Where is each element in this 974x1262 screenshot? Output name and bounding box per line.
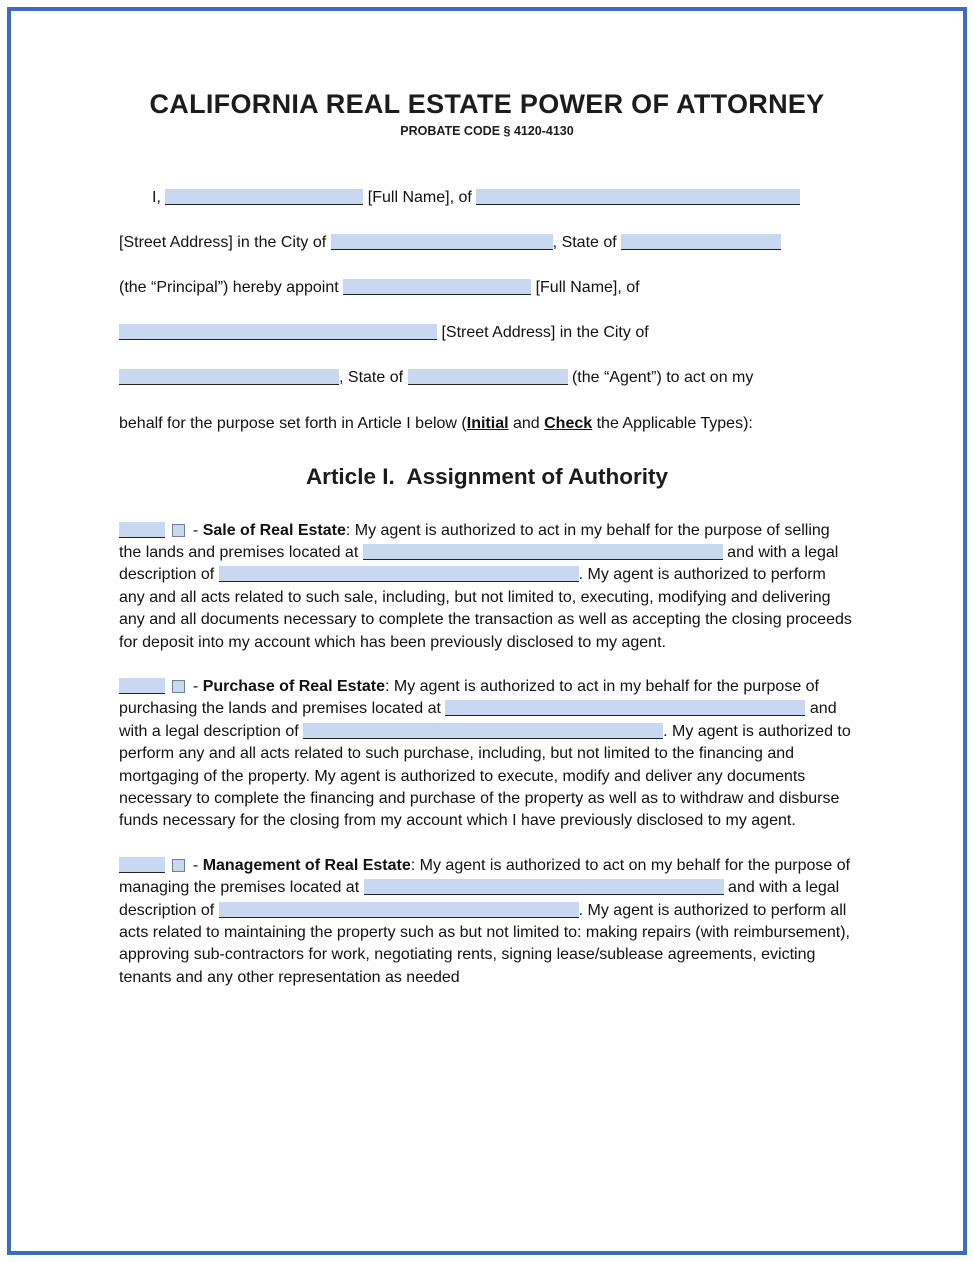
management-legal-description-field[interactable] xyxy=(219,902,579,918)
item-text: : My agent is authorized to act in my behalf for the purpose of purchasing the lands and premises located at xyxy=(119,677,819,718)
authority-item-purchase xyxy=(119,676,855,833)
item-text: . My agent is authorized to perform any and all acts related to such purchase, including, but not limited to the financing and mortgaging of the property. My agent is authorized to execute, modify and deliver any documents necessary to complete the financing and purchase of the property as well as to withdraw and disburse funds necessary for the closing from my account which I have previously disclosed to my agent. xyxy=(119,722,851,830)
agent-state-field[interactable] xyxy=(408,369,568,385)
purchase-initials-field[interactable] xyxy=(119,678,165,694)
intro-line-2 xyxy=(119,233,855,253)
separator-dash: - xyxy=(192,856,199,874)
intro-line-5 xyxy=(119,368,855,388)
intro-text: [Street Address] in the City of xyxy=(119,234,327,251)
separator-dash: - xyxy=(192,677,199,695)
item-text: and with a legal description of xyxy=(119,879,840,919)
management-checkbox[interactable] xyxy=(172,859,185,872)
item-title: Sale of Real Estate xyxy=(202,521,346,539)
sale-checkbox[interactable] xyxy=(172,524,185,537)
item-text: and with a legal description of xyxy=(119,543,839,584)
intro-text: [Full Name], of xyxy=(367,189,472,206)
management-initials-field[interactable] xyxy=(119,857,165,873)
intro-line-1 xyxy=(119,188,855,208)
item-text: . My agent is authorized to perform all acts related to maintaining the property such as but not limited to: making repairs (with reimbursement), approving sub-contractors for work, negotiating rents, signing lease/sublease agreements, evicting tenants and any other representation as needed xyxy=(119,901,850,986)
intro-text: (the “Principal”) hereby appoint xyxy=(119,279,339,296)
document-subtitle: PROBATE CODE § 4120-4130 xyxy=(400,124,574,138)
page-border-frame xyxy=(7,7,967,1255)
principal-street-address-field[interactable] xyxy=(476,189,800,205)
item-text: : My agent is authorized to act in my behalf for the purpose of selling the lands and premises located at xyxy=(119,521,830,561)
article-heading: Article I. Assignment of Authority xyxy=(305,463,669,489)
management-property-location-field[interactable] xyxy=(364,879,724,895)
check-keyword: Check xyxy=(544,415,593,432)
agent-city-field[interactable] xyxy=(119,369,339,385)
authority-item-management xyxy=(119,855,855,989)
item-title: Purchase of Real Estate xyxy=(202,677,385,695)
item-text: : My agent is authorized to act on my behalf for the purpose of managing the premises located at xyxy=(119,856,851,897)
intro-section xyxy=(119,188,855,436)
principal-city-field[interactable] xyxy=(331,234,553,250)
item-title: Management of Real Estate xyxy=(202,856,411,874)
intro-text: , State of xyxy=(552,234,617,251)
purchase-checkbox[interactable] xyxy=(172,680,185,693)
intro-text: [Full Name], of xyxy=(535,279,640,296)
sale-legal-description-field[interactable] xyxy=(219,566,579,582)
authority-item-sale xyxy=(119,520,855,654)
intro-text: [Street Address] in the City of xyxy=(441,324,649,341)
purchase-property-location-field[interactable] xyxy=(445,700,805,716)
intro-text: behalf for the purpose set forth in Article I below ( xyxy=(119,415,467,432)
principal-full-name-field[interactable] xyxy=(165,189,363,205)
intro-text: , State of xyxy=(339,369,404,386)
intro-text: and xyxy=(508,415,545,432)
intro-text: I, xyxy=(152,189,161,206)
agent-full-name-field[interactable] xyxy=(343,279,531,295)
separator-dash: - xyxy=(192,521,199,539)
initial-keyword: Initial xyxy=(466,415,509,432)
intro-line-4 xyxy=(119,323,855,343)
sale-initials-field[interactable] xyxy=(119,522,165,538)
document-title: CALIFORNIA REAL ESTATE POWER OF ATTORNEY xyxy=(149,89,825,119)
item-text: . My agent is authorized to perform any and all acts related to such sale, including, but not limited to, executing, modifying and delivering any and all documents necessary to complete the transaction as well as accepting the closing proceeds for deposit into my account which has been previously disclosed to my agent. xyxy=(119,566,852,651)
sale-property-location-field[interactable] xyxy=(363,544,723,560)
intro-closing-paragraph xyxy=(119,413,855,436)
intro-text: the Applicable Types): xyxy=(592,415,753,432)
item-text: and with a legal description of xyxy=(119,700,837,740)
intro-text: (the “Agent”) to act on my xyxy=(571,369,754,386)
agent-street-address-field[interactable] xyxy=(119,324,437,340)
intro-line-3 xyxy=(119,278,855,298)
principal-state-field[interactable] xyxy=(621,234,781,250)
purchase-legal-description-field[interactable] xyxy=(303,723,663,739)
